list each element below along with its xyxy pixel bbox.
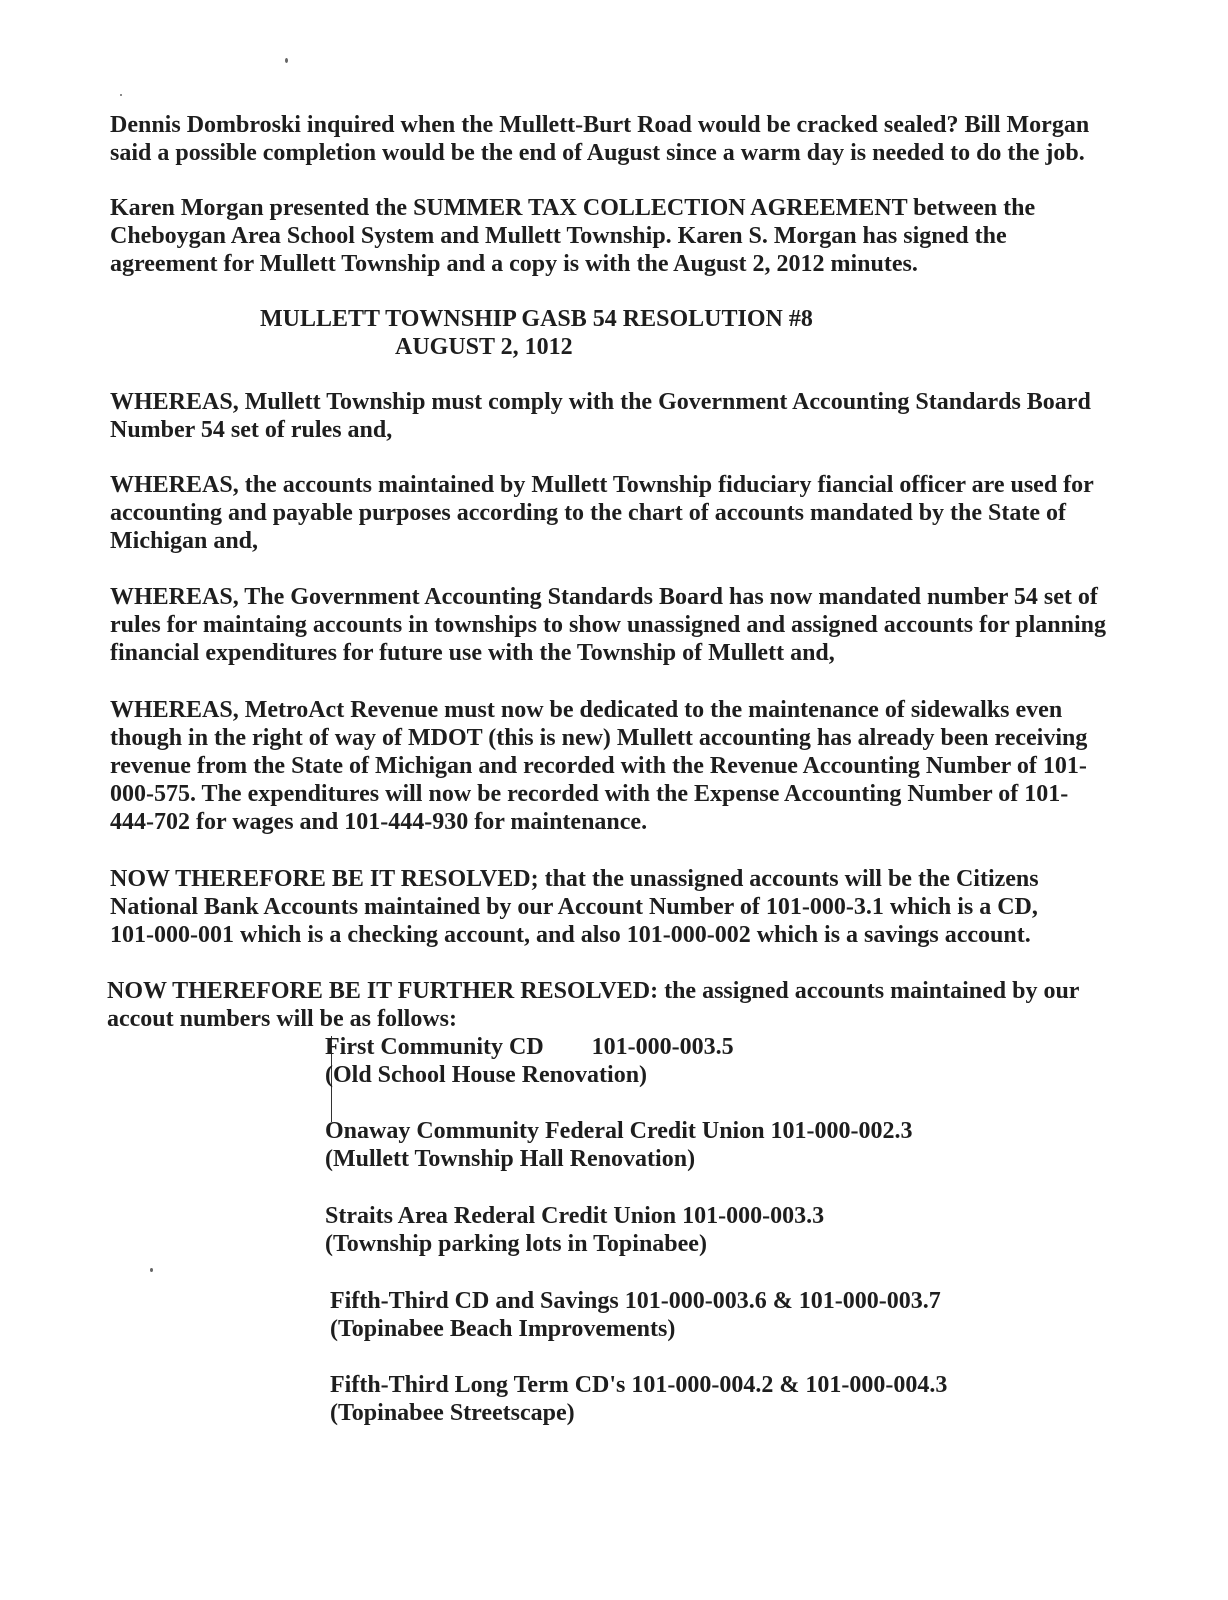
account-entry [325,1117,913,1173]
scan-speck [285,58,288,63]
paragraph-whereas-2 [110,471,1150,555]
resolution-date: AUGUST 2, 1012 [395,334,573,360]
text-line: though in the right of way of MDOT (this is new) Mullett accounting has already been receiving [110,725,1088,751]
text-line: WHEREAS, The Government Accounting Standards Board has now mandated number 54 set of [110,584,1098,610]
resolution-title: MULLETT TOWNSHIP GASB 54 RESOLUTION #8 [260,306,813,332]
text-line: Karen Morgan presented the SUMMER TAX COLLECTION AGREEMENT between the [110,195,1036,221]
text-line: revenue from the State of Michigan and recorded with the Revenue Accounting Number of 101- [110,753,1087,779]
text-line: Cheboygan Area School System and Mullett Township. Karen S. Morgan has signed the [110,223,1007,249]
paragraph-further-resolved [107,977,1147,1033]
text-line: Dennis Dombroski inquired when the Mullett-Burt Road would be cracked sealed? Bill Morgan [110,112,1090,138]
text-line: rules for maintaing accounts in townships to show unassigned and assigned accounts for planning [110,612,1107,638]
text-line: agreement for Mullett Township and a copy is with the August 2, 2012 minutes. [110,251,918,277]
account-entry [325,1033,734,1089]
text-line: 101-000-001 which is a checking account, and also 101-000-002 which is a savings account. [110,922,1031,948]
text-line: WHEREAS, MetroAct Revenue must now be dedicated to the maintenance of sidewalks even [110,697,1063,723]
account-name: Straits Area Rederal Credit Union 101-000-003.3 [325,1203,825,1229]
text-line: 000-575. The expenditures will now be recorded with the Expense Accounting Number of 101- [110,781,1069,807]
scan-speck [120,94,122,96]
text-line: 444-702 for wages and 101-444-930 for maintenance. [110,809,648,835]
account-purpose: (Topinabee Beach Improvements) [330,1316,676,1342]
text-line: WHEREAS, Mullett Township must comply with the Government Accounting Standards Board [110,389,1091,415]
account-name: Fifth-Third Long Term CD's 101-000-004.2 & 101-000-004.3 [330,1372,948,1398]
account-purpose: (Old School House Renovation) [325,1062,648,1088]
account-purpose: (Topinabee Streetscape) [330,1400,575,1426]
account-entry [330,1287,941,1343]
paragraph-whereas-4 [110,696,1150,836]
text-line: Michigan and, [110,528,259,554]
account-entry [330,1371,947,1427]
account-name: First Community CD 101-000-003.5 [325,1034,734,1060]
account-purpose: (Mullett Township Hall Renovation) [325,1146,696,1172]
text-line: said a possible completion would be the end of August since a warm day is needed to do the job. [110,140,1085,166]
paragraph-whereas-3 [110,583,1150,667]
account-name: Onaway Community Federal Credit Union 101-000-002.3 [325,1118,913,1144]
text-line: accounting and payable purposes according to the chart of accounts mandated by the State of [110,500,1067,526]
account-purpose: (Township parking lots in Topinabee) [325,1231,707,1257]
account-entry [325,1202,824,1258]
text-line: WHEREAS, the accounts maintained by Mullett Township fiduciary fiancial officer are used for [110,472,1094,498]
text-line: financial expenditures for future use with the Township of Mullett and, [110,640,835,666]
text-line: Number 54 set of rules and, [110,417,393,443]
paragraph-resolved [110,865,1150,949]
paragraph-tax-agreement [110,194,1150,278]
account-name: Fifth-Third CD and Savings 101-000-003.6 & 101-000-003.7 [330,1288,941,1314]
text-line: accout numbers will be as follows: [107,1006,457,1032]
paragraph-whereas-1 [110,388,1150,444]
scan-speck [150,1268,153,1272]
paragraph-road-sealing [110,111,1150,167]
text-line: NOW THEREFORE BE IT FURTHER RESOLVED: the assigned accounts maintained by our [107,978,1080,1004]
text-line: National Bank Accounts maintained by our Account Number of 101-000-3.1 which is a CD, [110,894,1038,920]
text-line: NOW THEREFORE BE IT RESOLVED; that the unassigned accounts will be the Citizens [110,866,1039,892]
